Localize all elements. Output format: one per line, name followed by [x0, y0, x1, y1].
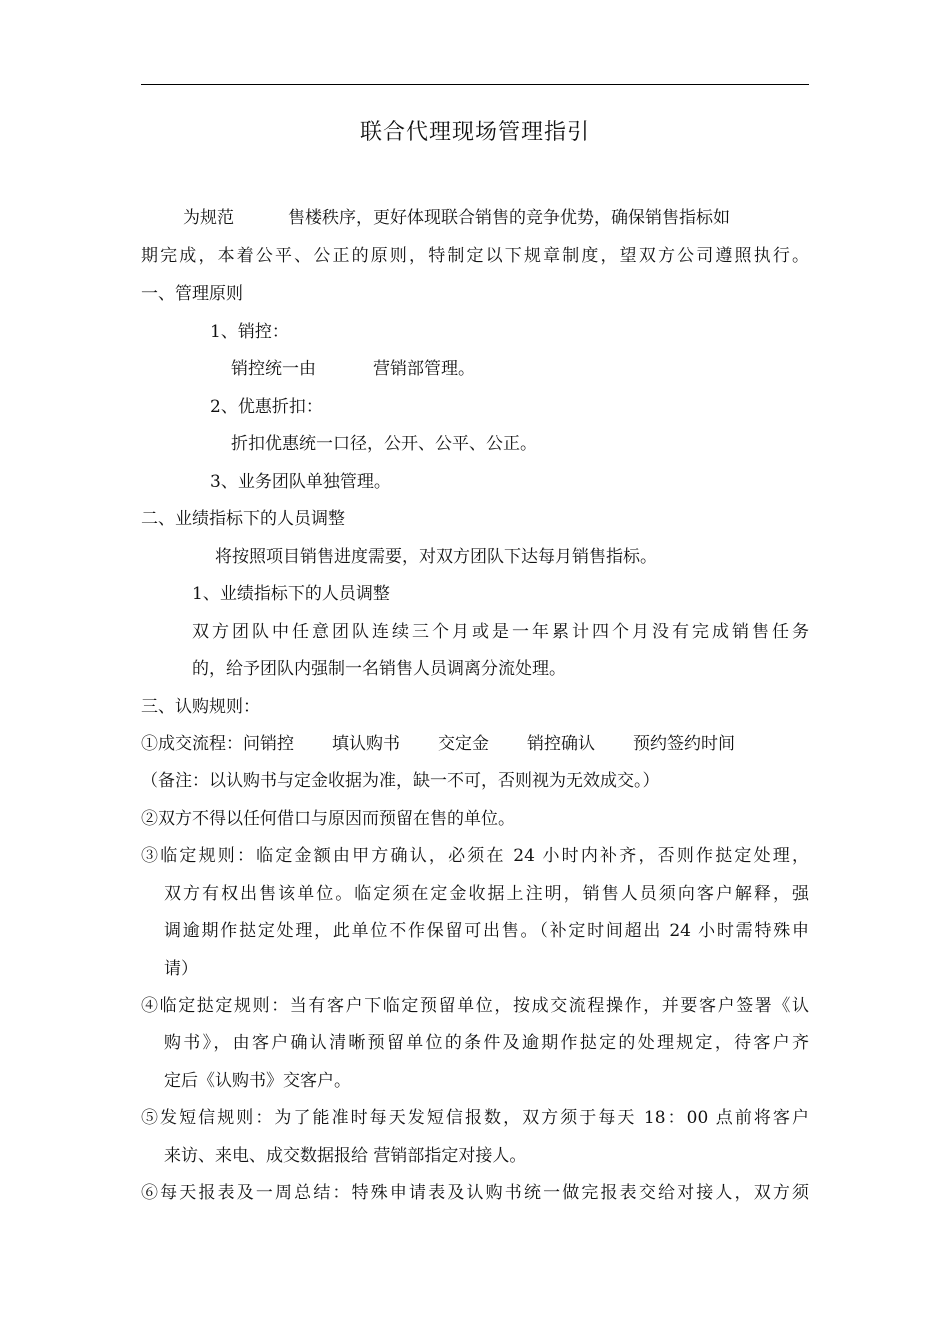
section1-item3-label: 3、业务团队单独管理。 [210, 472, 391, 492]
rule1-prefix: ①成交流程：问销控 [141, 734, 294, 754]
section1-item1-text [231, 357, 475, 381]
rule1-step-5: 预约签约时间 [633, 734, 735, 754]
section2-item1-label: 1、业绩指标下的人员调整 [192, 584, 390, 604]
rule3-line2: 双方有权出售该单位。临定须在定金收据上注明，销售人员须向客户解释，强 [164, 884, 809, 904]
rule3-line1: ③临定规则：临定金额由甲方确认，必须在 24 小时内补齐，否则作挞定处理， [141, 846, 809, 866]
rule5-line2: 来访、来电、成交数据报给 营销部指定对接人。 [164, 1146, 527, 1166]
rule5-line1: ⑤发短信规则：为了能准时每天发短信报数，双方须于每天 18：00 点前将客户 [141, 1108, 809, 1128]
section1-item1-text-b: 营销部管理。 [373, 359, 475, 379]
rule1-flow [141, 732, 735, 756]
section1-heading: 一、管理原则 [141, 284, 243, 304]
intro-line-2: 期完成，本着公平、公正的原则，特制定以下规章制度，望双方公司遵照执行。 [141, 246, 809, 266]
rule1-step-4: 销控确认 [527, 734, 595, 754]
rule4-line1: ④临定挞定规则：当有客户下临定预留单位，按成交流程操作，并要客户签署《认 [141, 996, 809, 1016]
rule1-note: （备注：以认购书与定金收据为准，缺一不可，否则视为无效成交。） [141, 771, 660, 791]
section3-heading: 三、认购规则： [141, 697, 260, 717]
header-rule [141, 84, 809, 85]
intro-line-1 [183, 206, 730, 230]
section2-intro: 将按照项目销售进度需要，对双方团队下达每月销售指标。 [215, 547, 657, 567]
rule4-line3: 定后《认购书》交客户。 [164, 1071, 351, 1091]
section1-item2-label: 2、优惠折扣： [210, 397, 323, 417]
rule3-line4: 请） [164, 959, 198, 979]
rule4-line2: 购书》，由客户确认清晰预留单位的条件及逾期作挞定的处理规定，待客户齐 [164, 1033, 809, 1053]
document-title: 联合代理现场管理指引 [359, 120, 590, 145]
intro-text-a: 为规范 [183, 208, 234, 228]
section1-item1-text-a: 销控统一由 [231, 359, 316, 379]
rule1-step-3: 交定金 [438, 734, 489, 754]
rule2: ②双方不得以任何借口与原因而预留在售的单位。 [141, 809, 515, 829]
section2-item1-line2: 的，给予团队内强制一名销售人员调离分流处理。 [192, 659, 566, 679]
rule3-line3: 调逾期作挞定处理，此单位不作保留可出售。（补定时间超出 24 小时需特殊申 [164, 921, 809, 941]
intro-text-b: 售楼秩序，更好体现联合销售的竞争优势，确保销售指标如 [288, 208, 730, 228]
rule6-line1: ⑥每天报表及一周总结：特殊申请表及认购书统一做完报表交给对接人，双方须 [141, 1183, 809, 1203]
rule1-step-2: 填认购书 [332, 734, 400, 754]
section2-heading: 二、业绩指标下的人员调整 [141, 509, 345, 529]
section1-item2-text: 折扣优惠统一口径，公开、公平、公正。 [231, 434, 537, 454]
section1-item1-label: 1、销控： [210, 322, 289, 342]
section2-item1-line1: 双方团队中任意团队连续三个月或是一年累计四个月没有完成销售任务 [192, 622, 809, 642]
